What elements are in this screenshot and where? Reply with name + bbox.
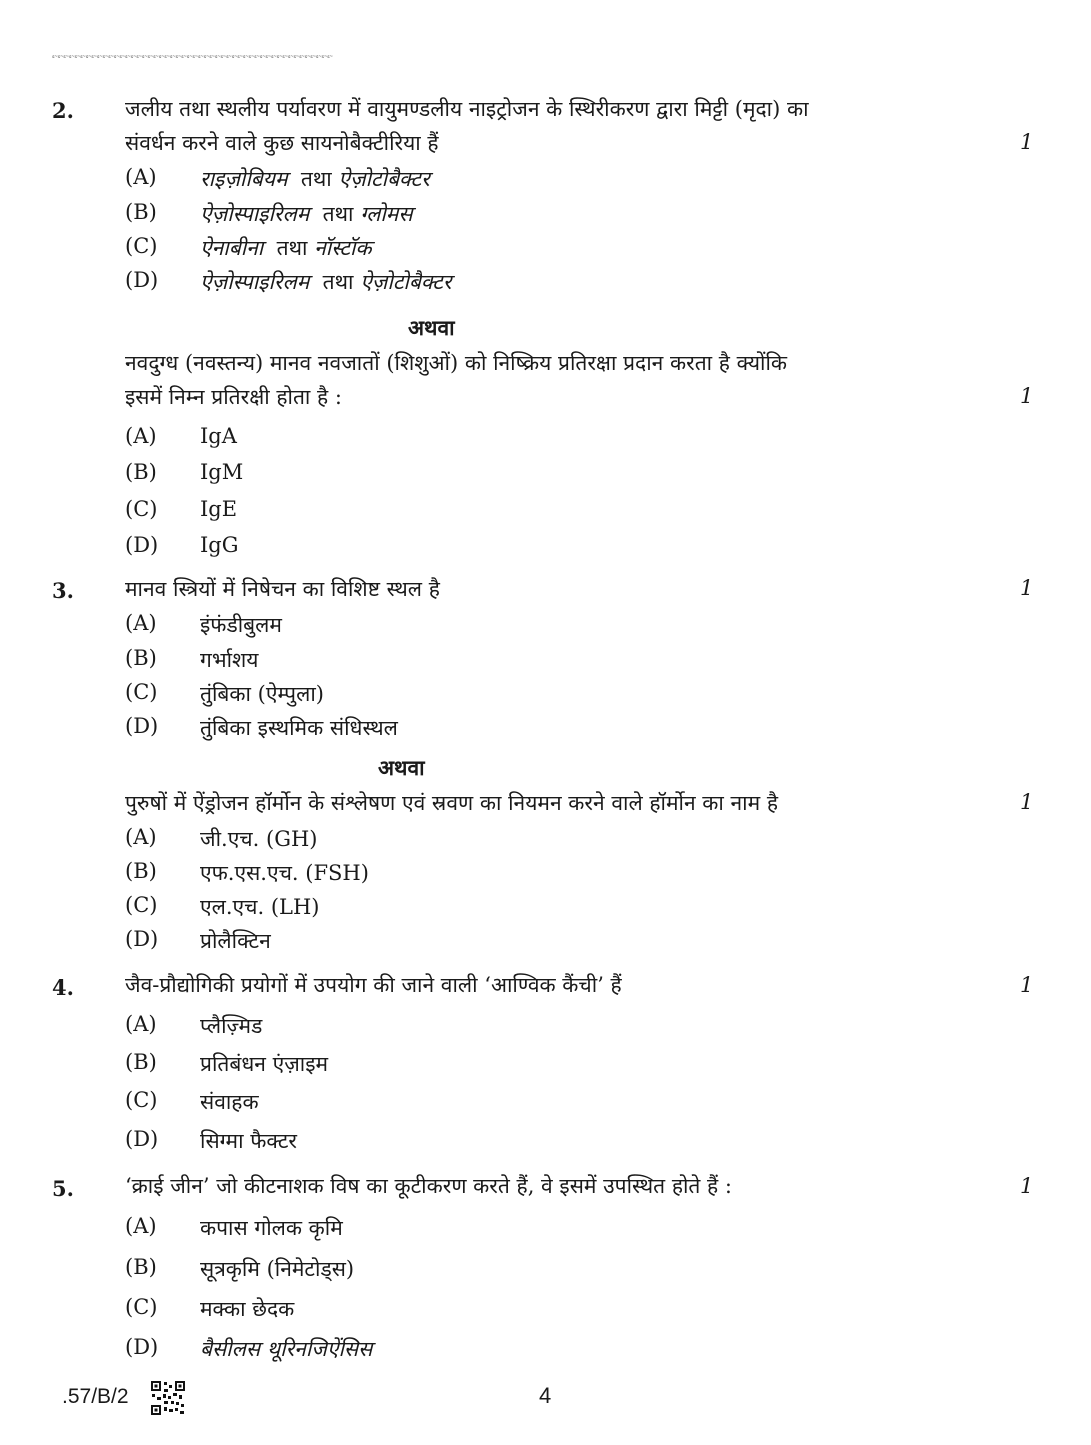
- option-label: (A): [125, 424, 157, 448]
- option-text: ऐज़ोस्पाइरिलम तथा ग्लोमस: [200, 202, 413, 226]
- marks: 1: [1020, 576, 1034, 600]
- option-text: संवाहक: [200, 1090, 259, 1114]
- question-text: इसमें निम्न प्रतिरक्षी होता है :: [125, 385, 342, 409]
- question-text: जलीय तथा स्थलीय पर्यावरण में वायुमण्डलीय नाइट्रोजन के स्थिरीकरण द्वारा मिट्टी (मृदा) का: [125, 97, 809, 121]
- option-text: एल.एच. (LH): [200, 895, 320, 919]
- option-text: गर्भाशय: [200, 648, 259, 672]
- option-text: प्रोलैक्टिन: [200, 929, 271, 953]
- option-text: तुंबिका (ऐम्पुला): [200, 682, 324, 706]
- option-text: जी.एच. (GH): [200, 827, 318, 851]
- marks: 1: [1020, 130, 1034, 154]
- question-number: 5.: [52, 1176, 74, 1201]
- option-text: IgA: [200, 424, 237, 448]
- option-label: (D): [125, 268, 159, 292]
- option-text: इंफंडीबुलम: [200, 613, 282, 637]
- option-label: (A): [125, 165, 157, 189]
- option-text: तुंबिका इस्थमिक संधिस्थल: [200, 716, 398, 740]
- or-heading: अथवा: [378, 755, 425, 780]
- page-number: 4: [539, 1383, 552, 1408]
- option-label: (D): [125, 927, 159, 951]
- option-text: सिग्मा फैक्टर: [200, 1129, 298, 1153]
- option-text: मक्का छेदक: [200, 1297, 295, 1321]
- question-text: पुरुषों में ऐंड्रोजन हॉर्मोन के संश्लेषण एवं स्रवण का नियमन करने वाले हॉर्मोन का नाम है: [125, 791, 778, 815]
- option-label: (D): [125, 1335, 159, 1359]
- option-label: (B): [125, 1255, 157, 1279]
- marks: 1: [1020, 790, 1034, 814]
- question-text: जैव-प्रौद्योगिकी प्रयोगों में उपयोग की जाने वाली ‘आण्विक कैंची’ हैं: [125, 973, 622, 997]
- question-number: 3.: [52, 578, 74, 603]
- option-label: (D): [125, 714, 159, 738]
- header-watermark-strip: ꜱ~ꜱ~ꜱ~ꜱ~ꜱ~ꜱ~ꜱ~ꜱ~ꜱ~ꜱ~ꜱ~ꜱ~ꜱ~ꜱ~ꜱ~ꜱ~ꜱ~ꜱ~ꜱ~ꜱ~ꜱ~ꜱ~ꜱ~ꜱ~ꜱ~ꜱ~ꜱ~ꜱ~ꜱ~ꜱ~ꜱ~ꜱ~ꜱ~ꜱ~ꜱ~ꜱ~ꜱ~ꜱ~ꜱ~ꜱ~ꜱ~ꜱ~ꜱ~ꜱ~ꜱ~ꜱ~ꜱ~ꜱ~ꜱ~ꜱ~: [52, 54, 333, 60]
- option-label: (C): [125, 497, 158, 521]
- option-label: (A): [125, 825, 157, 849]
- option-text: IgM: [200, 460, 244, 484]
- option-text: प्रतिबंधन एंज़ाइम: [200, 1052, 329, 1076]
- option-text: ऐनाबीना तथा नॉस्टॉक: [200, 236, 372, 260]
- question-text: ‘क्राई जीन’ जो कीटनाशक विष का कूटीकरण करते हैं, वे इसमें उपस्थित होते हैं :: [125, 1174, 732, 1198]
- question-number: 2.: [52, 98, 74, 123]
- paper-code: .57/B/2: [62, 1385, 129, 1408]
- option-label: (B): [125, 859, 157, 883]
- marks: 1: [1020, 384, 1034, 408]
- option-text: राइज़ोबियम तथा ऐज़ोटोबैक्टर: [200, 167, 430, 191]
- marks: 1: [1020, 973, 1034, 997]
- or-heading: अथवा: [408, 315, 455, 340]
- option-label: (C): [125, 680, 158, 704]
- option-label: (A): [125, 611, 157, 635]
- option-label: (B): [125, 1050, 157, 1074]
- option-text: कपास गोलक कृमि: [200, 1216, 343, 1240]
- option-label: (A): [125, 1012, 157, 1036]
- question-text: नवदुग्ध (नवस्तन्य) मानव नवजातों (शिशुओं) को निष्क्रिय प्रतिरक्षा प्रदान करता है क्योंकि: [125, 351, 788, 375]
- option-text: IgE: [200, 497, 238, 521]
- option-label: (D): [125, 533, 159, 557]
- option-label: (C): [125, 1295, 158, 1319]
- marks: 1: [1020, 1174, 1034, 1198]
- option-label: (D): [125, 1127, 159, 1151]
- question-text: संवर्धन करने वाले कुछ सायनोबैक्टीरिया हैं: [125, 131, 439, 155]
- option-text: IgG: [200, 533, 239, 557]
- option-label: (C): [125, 893, 158, 917]
- option-text: सूत्रकृमि (निमेटोड्स): [200, 1257, 355, 1281]
- option-label: (B): [125, 200, 157, 224]
- option-label: (B): [125, 460, 157, 484]
- option-label: (C): [125, 234, 158, 258]
- option-text: ऐज़ोस्पाइरिलम तथा ऐज़ोटोबैक्टर: [200, 270, 452, 294]
- qr-code-icon: [150, 1380, 186, 1416]
- option-label: (C): [125, 1088, 158, 1112]
- option-label: (B): [125, 646, 157, 670]
- option-label: (A): [125, 1214, 157, 1238]
- option-text: एफ.एस.एच. (FSH): [200, 861, 369, 885]
- question-number: 4.: [52, 975, 74, 1000]
- question-text: मानव स्त्रियों में निषेचन का विशिष्ट स्थल है: [125, 577, 440, 601]
- option-text: बैसीलस थूरिनजिऐंसिस: [200, 1337, 373, 1361]
- option-text: प्लैज़्मिड: [200, 1014, 263, 1038]
